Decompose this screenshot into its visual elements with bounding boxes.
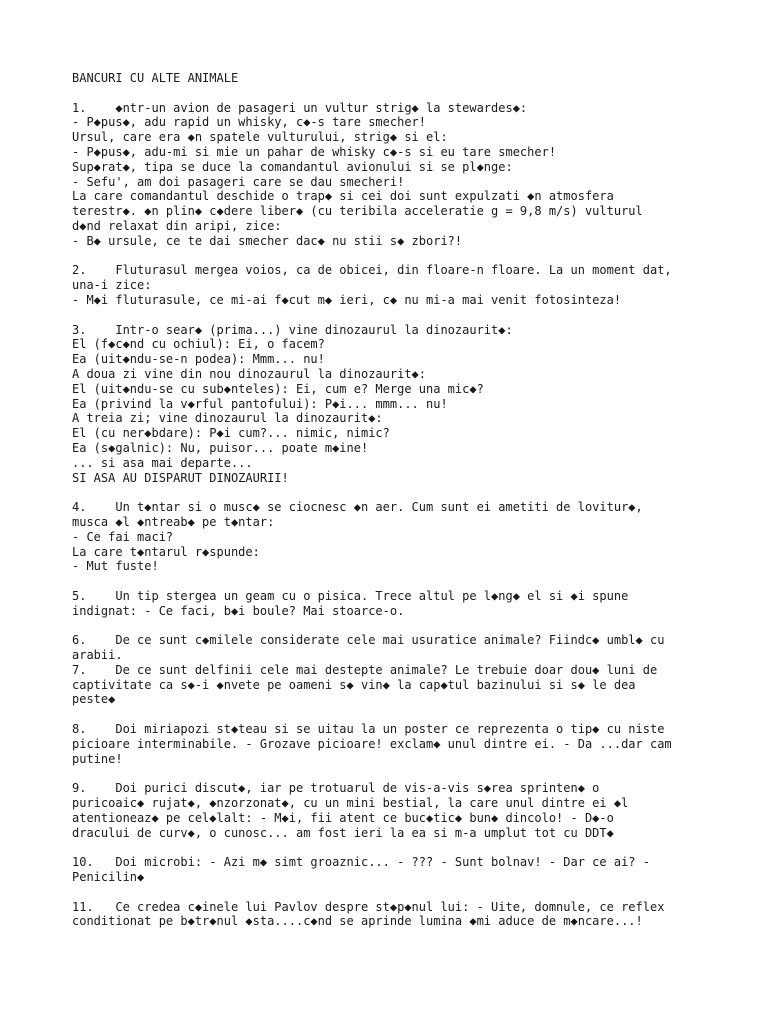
blank-line xyxy=(72,485,752,500)
document-body xyxy=(72,86,752,929)
text-line: picioare interminabile. - Grozave picioare! exclam◆ unul dintre ei. - Da ...dar cam xyxy=(72,736,672,751)
text-line: 2. Fluturasul mergea voios, ca de obicei, din floare-n floare. La un moment dat, xyxy=(72,263,672,278)
text-line: El (f◆c◆nd cu ochiul): Ei, o facem? xyxy=(72,337,325,352)
text-line: musca ◆l ◆ntreab◆ pe t◆ntar: xyxy=(72,514,275,529)
blank-line xyxy=(72,574,752,589)
text-line: 5. Un tip stergea un geam cu o pisica. Trece altul pe l◆ng◆ el si ◆i spune xyxy=(72,588,629,603)
blank-line xyxy=(72,840,752,855)
text-line: atentioneaz◆ pe cel◆lalt: - M◆i, fii atent ce buc◆tic◆ bun◆ dincolo! - D◆-o xyxy=(72,810,614,825)
blank-line xyxy=(72,618,752,633)
text-line: Ursul, care era ◆n spatele vulturului, strig◆ si el: xyxy=(72,130,448,145)
text-line: putine! xyxy=(72,751,123,766)
blank-line xyxy=(72,308,752,323)
text-line: 4. Un t◆ntar si o musc◆ se ciocnesc ◆n aer. Cum sunt ei ametiti de lovitur◆, xyxy=(72,500,643,515)
text-line: peste◆ xyxy=(72,692,116,707)
text-line: una-i zice: xyxy=(72,278,152,293)
text-line: 1. ◆ntr-un avion de pasageri un vultur strig◆ la stewardes◆: xyxy=(72,100,528,115)
text-line: A treia zi; vine dinozaurul la dinozaurit◆: xyxy=(72,411,383,426)
text-line: SI ASA AU DISPARUT DINOZAURII! xyxy=(72,470,289,485)
blank-line xyxy=(72,249,752,264)
text-line: Ea (s◆galnic): Nu, puisor... poate m◆ine! xyxy=(72,440,369,455)
document-page xyxy=(72,71,752,929)
text-line: arabii. xyxy=(72,648,123,663)
text-line: - Sefu', am doi pasageri care se dau smecheri! xyxy=(72,174,405,189)
text-line: 6. De ce sunt c◆milele considerate cele mai usuratice animale? Fiindc◆ umbl◆ cu xyxy=(72,633,665,648)
text-line: 3. Intr-o sear◆ (prima...) vine dinozaurul la dinozaurit◆: xyxy=(72,322,513,337)
blank-line xyxy=(72,707,752,722)
text-line: conditionat pe b◆tr◆nul ◆sta....c◆nd se aprinde lumina ◆mi aduce de m◆ncare...! xyxy=(72,914,643,929)
text-line: ... si asa mai departe... xyxy=(72,455,253,470)
document-title: BANCURI CU ALTE ANIMALE xyxy=(72,71,239,85)
text-line: La care comandantul deschide o trap◆ si cei doi sunt expulzati ◆n atmosfera xyxy=(72,189,614,204)
text-line: Ea (privind la v◆rful pantofului): P◆i... mmm... nu! xyxy=(72,396,448,411)
text-line: 8. Doi miriapozi st◆teau si se uitau la un poster ce reprezenta o tip◆ cu niste xyxy=(72,722,665,737)
text-line: El (uit◆ndu-se cu sub◆nteles): Ei, cum e? Merge una mic◆? xyxy=(72,381,484,396)
text-line: Ea (uit◆ndu-se-n podea): Mmm... nu! xyxy=(72,352,325,367)
text-line: 10. Doi microbi: - Azi m◆ simt groaznic... - ??? - Sunt bolnav! - Dar ce ai? - xyxy=(72,855,650,870)
text-line: puricoaic◆ rujat◆, ◆nzorzonat◆, cu un mini bestial, la care unul dintre ei ◆l xyxy=(72,796,629,811)
text-line: 11. Ce credea c◆inele lui Pavlov despre st◆p◆nul lui: - Uite, domnule, ce reflex xyxy=(72,899,665,914)
text-line: - P◆pus◆, adu rapid un whisky, c◆-s tare smecher! xyxy=(72,115,427,130)
text-line: La care t◆ntarul r◆spunde: xyxy=(72,544,260,559)
text-line: indignat: - Ce faci, b◆i boule? Mai stoarce-o. xyxy=(72,603,405,618)
blank-line xyxy=(72,885,752,900)
text-line: - P◆pus◆, adu-mi si mie un pahar de whisky c◆-s si eu tare smecher! xyxy=(72,144,557,159)
text-line: captivitate ca s◆-i ◆nvete pe oameni s◆ vin◆ la cap◆tul bazinului si s◆ le dea xyxy=(72,677,636,692)
text-line: d◆nd relaxat din aripi, zice: xyxy=(72,218,282,233)
text-line: Sup◆rat◆, tipa se duce la comandantul avionului si se pl◆nge: xyxy=(72,159,513,174)
text-line: Penicilin◆ xyxy=(72,870,145,885)
text-line: - M◆i fluturasule, ce mi-ai f◆cut m◆ ieri, c◆ nu mi-a mai venit fotosinteza! xyxy=(72,292,622,307)
text-line: 7. De ce sunt delfinii cele mai destepte animale? Le trebuie doar dou◆ luni de xyxy=(72,662,658,677)
text-line: terestr◆. ◆n plin◆ c◆dere liber◆ (cu teribila acceleratie g = 9,8 m/s) vulturul xyxy=(72,204,643,219)
text-line: - Mut fuste! xyxy=(72,559,159,574)
text-line: A doua zi vine din nou dinozaurul la dinozaurit◆: xyxy=(72,366,427,381)
text-line: El (cu ner◆bdare): P◆i cum?... nimic, nimic? xyxy=(72,426,390,441)
text-line: dracului de curv◆, o cunosc... am fost ieri la ea si m-a umplut tot cu DDT◆ xyxy=(72,825,614,840)
text-line: - B◆ ursule, ce te dai smecher dac◆ nu stii s◆ zbori?! xyxy=(72,233,463,248)
text-line: 9. Doi purici discut◆, iar pe trotuarul de vis-a-vis s◆rea sprinten◆ o xyxy=(72,781,600,796)
text-line: - Ce fai maci? xyxy=(72,529,174,544)
blank-line xyxy=(72,86,752,101)
blank-line xyxy=(72,766,752,781)
